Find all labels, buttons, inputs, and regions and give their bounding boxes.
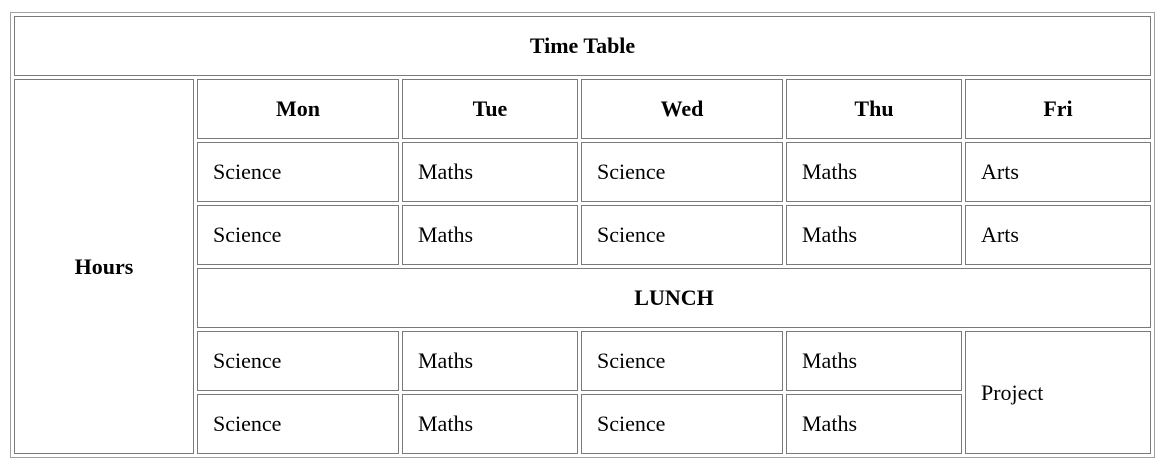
subject-cell: Maths [402, 142, 578, 202]
subject-cell: Maths [786, 394, 962, 454]
day-header-row [14, 79, 1151, 139]
subject-cell: Arts [965, 205, 1151, 265]
subject-cell: Maths [402, 331, 578, 391]
day-header-fri: Fri [965, 79, 1151, 139]
subject-cell: Science [197, 394, 399, 454]
subject-cell: Science [581, 331, 783, 391]
subject-cell: Arts [965, 142, 1151, 202]
day-header-tue: Tue [402, 79, 578, 139]
subject-cell: Science [197, 205, 399, 265]
timetable [10, 12, 1155, 458]
subject-cell: Science [197, 142, 399, 202]
day-header-wed: Wed [581, 79, 783, 139]
subject-cell: Maths [402, 205, 578, 265]
subject-cell: Science [581, 394, 783, 454]
project-cell: Project [965, 331, 1151, 454]
lunch-cell: LUNCH [197, 268, 1151, 328]
timetable-title: Time Table [14, 16, 1151, 76]
subject-cell: Science [197, 331, 399, 391]
hours-header: Hours [14, 79, 194, 454]
title-row [14, 16, 1151, 76]
subject-cell: Maths [786, 205, 962, 265]
subject-cell: Science [581, 142, 783, 202]
subject-cell: Maths [786, 331, 962, 391]
subject-cell: Maths [402, 394, 578, 454]
day-header-thu: Thu [786, 79, 962, 139]
day-header-mon: Mon [197, 79, 399, 139]
subject-cell: Maths [786, 142, 962, 202]
subject-cell: Science [581, 205, 783, 265]
